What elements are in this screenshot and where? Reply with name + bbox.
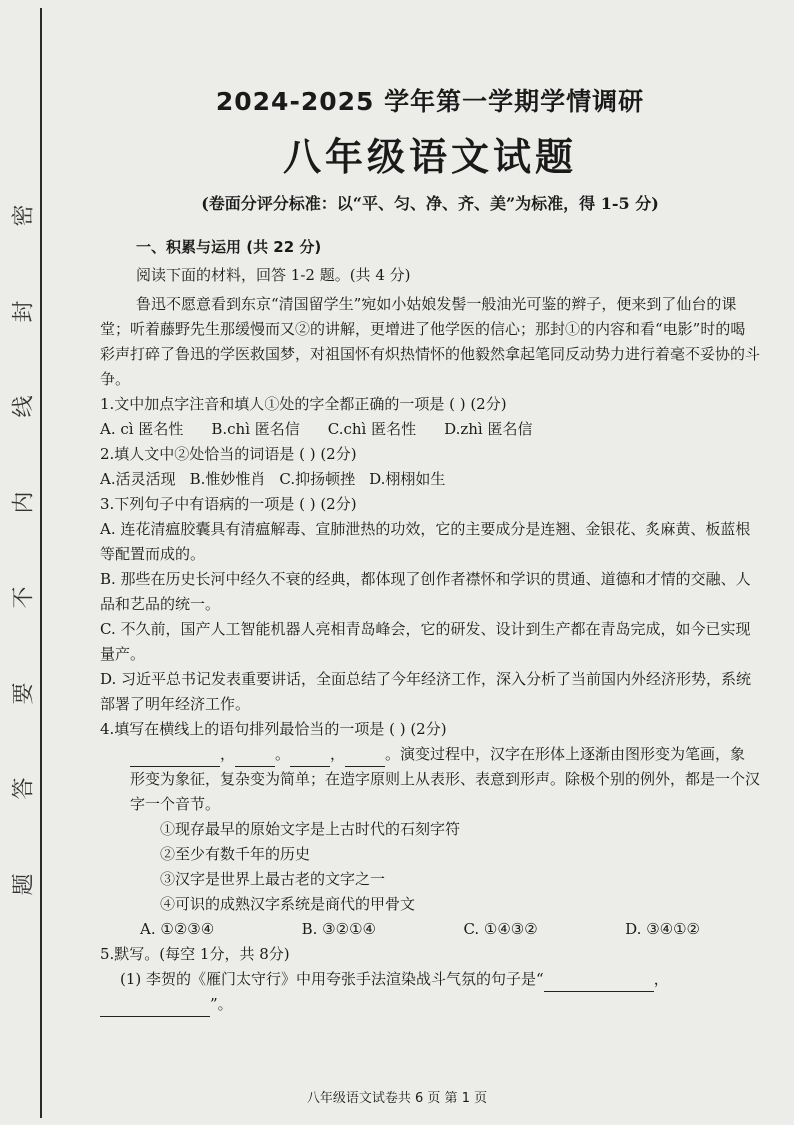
question-4-stem: 4.填写在横线上的语句排列最恰当的一项是 ( ) (2分) bbox=[100, 720, 447, 738]
q4-sentence-list bbox=[160, 817, 760, 917]
q4-item-4: ④可识的成熟汉字系统是商代的甲骨文 bbox=[160, 895, 416, 913]
question-4-options bbox=[140, 917, 700, 942]
seal-warning-text bbox=[8, 200, 36, 900]
exam-main-title: 八年级语文试题 bbox=[282, 135, 577, 179]
q3-option-d: D. 习近平总书记发表重要讲话，全面总结了今年经济工作，深入分析了当前国内外经济形势，系统部署了明年经济工作。 bbox=[100, 670, 752, 713]
q5-sub1-cont: ”。 bbox=[100, 992, 760, 1017]
q1-option-b: B.chì 匿名信 bbox=[211, 420, 300, 438]
reading-passage: 鲁迅不愿意看到东京“清国留学生”宛如小姑娘发髻一般油光可鉴的辫子，便来到了仙台的课堂；听着藤野先生那缓慢而又②的讲解，更增进了他学医的信心；那封①的内容和看“电影”时的喝彩声打碎了鲁迅的学医救国梦，对祖国怀有炽热情怀的他毅然拿起笔同反动势力进行着毫不妥协的斗争。 bbox=[100, 295, 761, 388]
question-2-options bbox=[100, 467, 760, 492]
exam-content bbox=[100, 82, 760, 1017]
q1-option-d: D.zhì 匿名信 bbox=[444, 420, 533, 438]
exam-year-title: 2024-2025 学年第一学期学情调研 bbox=[215, 87, 645, 116]
q4-item-3: ③汉字是世界上最古老的文字之一 bbox=[160, 870, 386, 888]
q4-passage: ， 。 ， 。演变过程中，汉字在形体上逐渐由图形变为笔画，象形变为象征，复杂变为简单；在造字原则上从表形、表意到形声。除极个别的例外，都是一个汉字一个音节。 bbox=[130, 745, 761, 813]
q2-option-b: B.惟妙惟肖 bbox=[189, 470, 266, 488]
answer-blank bbox=[290, 752, 330, 767]
q3-option-a: A. 连花清瘟胶囊具有清瘟解毒、宣肺泄热的功效，它的主要成分是连翘、金银花、炙麻黄、板蓝根等配置而成的。 bbox=[100, 520, 751, 563]
q2-option-a: A.活灵活现 bbox=[100, 470, 176, 488]
question-3-stem: 3.下列句子中有语病的一项是 ( ) (2分) bbox=[100, 495, 357, 513]
seal-char: 线 bbox=[11, 395, 37, 418]
question-2-stem: 2.填人文中②处恰当的词语是 ( ) (2分) bbox=[100, 445, 357, 463]
question-1-stem: 1.文中加点字注音和填人①处的字全都正确的一项是 ( ) (2分) bbox=[100, 395, 507, 413]
q3-option-c: C. 不久前，国产人工智能机器人亮相青岛峰会，它的研发、设计到生产都在青岛完成，如今已实现量产。 bbox=[100, 620, 751, 663]
q2-option-d: D.栩栩如生 bbox=[369, 470, 446, 488]
seal-char: 内 bbox=[11, 491, 37, 514]
answer-blank bbox=[235, 752, 275, 767]
answer-blank bbox=[100, 1002, 210, 1017]
seal-char: 要 bbox=[11, 682, 37, 705]
q3-option-b: B. 那些在历史长河中经久不衰的经典，都体现了创作者襟怀和学识的贯通、道德和才情的交融、人品和艺品的统一。 bbox=[100, 570, 751, 613]
question-5-stem: 5.默写。(每空 1分，共 8分) bbox=[100, 945, 290, 963]
q2-option-c: C.抑扬顿挫 bbox=[279, 470, 356, 488]
q4-option-a: A. ①②③④ bbox=[140, 920, 215, 938]
seal-char: 密 bbox=[11, 204, 37, 227]
q1-option-a: A. cì 匿名性 bbox=[100, 420, 184, 438]
q5-sub1-text: (1) 李贺的《雁门太守行》中用夸张手法渲染战斗气氛的句子是“ bbox=[120, 970, 544, 988]
q4-passage-text: 。演变过程中，汉字在形体上逐渐由图形变为笔画，象形变为象征，复杂变为简单；在造字原则上从表形、表意到形声。除极个别的例外，都是一个汉字一个音节。 bbox=[130, 745, 761, 813]
answer-blank bbox=[544, 977, 654, 992]
seal-char: 封 bbox=[11, 300, 37, 323]
q4-option-b: B. ③②①④ bbox=[301, 920, 376, 938]
section-heading: 一、积累与运用 (共 22 分) bbox=[136, 238, 322, 256]
binding-line bbox=[40, 8, 42, 1118]
question-1-options bbox=[100, 417, 760, 442]
q5-sub1: (1) 李贺的《雁门太守行》中用夸张手法渲染战斗气氛的句子是“ ， bbox=[120, 967, 760, 992]
q4-item-1: ①现存最早的原始文字是上古时代的石刻字符 bbox=[160, 820, 461, 838]
page-footer: 八年级语文试卷共 6 页 第 1 页 bbox=[306, 1091, 488, 1106]
q1-option-c: C.chì 匿名性 bbox=[327, 420, 417, 438]
answer-blank bbox=[345, 752, 385, 767]
answer-blank bbox=[130, 752, 220, 767]
seal-char: 题 bbox=[11, 873, 37, 896]
q4-option-c: C. ①④③② bbox=[463, 920, 538, 938]
q4-item-2: ②至少有数千年的历史 bbox=[160, 845, 311, 863]
seal-char: 不 bbox=[11, 586, 37, 609]
reading-intro: 阅读下面的材料，回答 1-2 题。(共 4 分) bbox=[136, 266, 411, 284]
seal-char: 答 bbox=[11, 777, 37, 800]
q4-option-d: D. ③④①② bbox=[625, 920, 700, 938]
scoring-note: (卷面分评分标准：以“平、匀、净、齐、美”为标准，得 1-5 分) bbox=[201, 194, 659, 213]
